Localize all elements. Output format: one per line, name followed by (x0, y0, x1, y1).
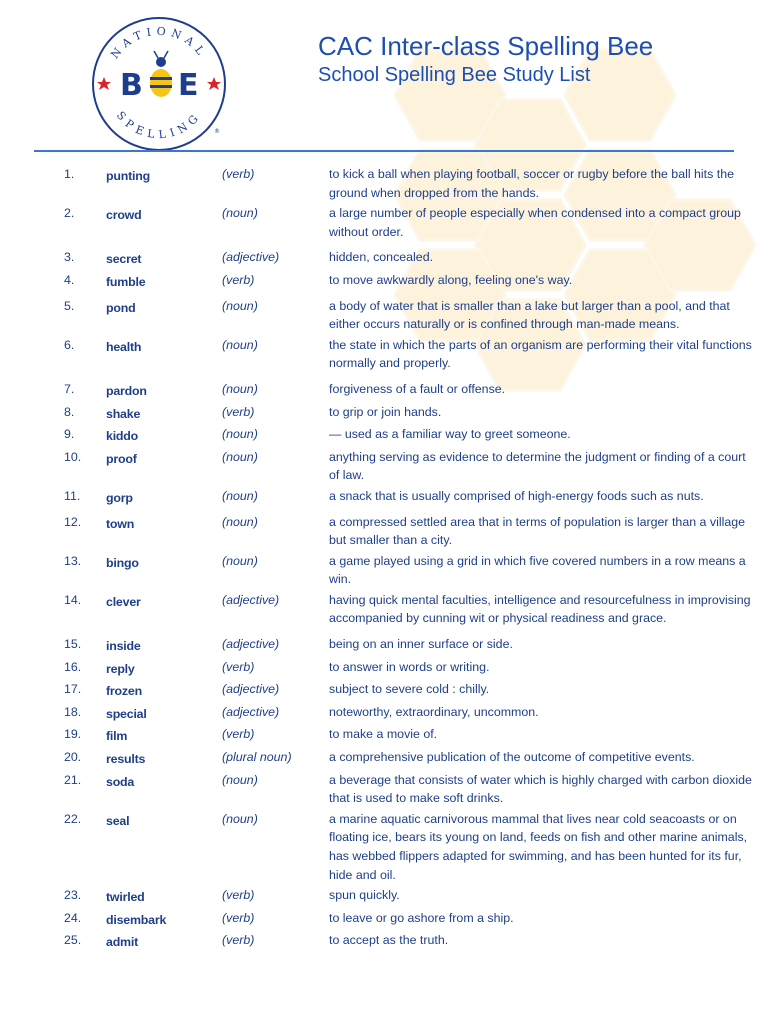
svg-text:SPELLING: SPELLING (113, 108, 205, 142)
word-entry (0, 165, 768, 202)
spelling-word: film (106, 729, 128, 744)
part-of-speech: (verb) (222, 167, 255, 181)
word-definition: being on an inner surface or side. (329, 637, 513, 652)
spelling-word: crowd (106, 208, 142, 223)
spelling-word: admit (106, 935, 139, 950)
word-number: 10. (64, 449, 82, 464)
spelling-word: pardon (106, 383, 147, 398)
part-of-speech: (adjective) (222, 592, 280, 607)
word-entry (0, 886, 768, 905)
part-of-speech: (verb) (222, 888, 255, 903)
spelling-word: punting (106, 169, 151, 183)
svg-text:NATIONAL: NATIONAL (108, 24, 210, 62)
word-definition: a snack that is usually comprised of high-energy foods such as nuts. (329, 488, 704, 503)
spelling-word: inside (106, 639, 141, 654)
word-entry (0, 771, 768, 808)
spelling-word: town (106, 516, 135, 531)
part-of-speech: (adjective) (222, 250, 280, 265)
part-of-speech: (plural noun) (222, 750, 292, 765)
spelling-word: gorp (106, 490, 133, 505)
part-of-speech: (noun) (222, 206, 258, 221)
word-number: 8. (64, 404, 75, 419)
word-number: 4. (64, 272, 75, 287)
word-entry (0, 380, 768, 399)
word-definition: having quick mental faculties, intelligence and resourcefulness in improvising accompanied by cunning wit or physical readiness and grace. (329, 592, 751, 626)
word-definition: forgiveness of a fault or offense. (329, 381, 506, 396)
header (318, 30, 653, 88)
word-entry (0, 725, 768, 744)
word-definition: to accept as the truth. (329, 933, 449, 948)
svg-text:®: ® (214, 128, 220, 135)
spelling-word: proof (106, 451, 137, 466)
word-number: 24. (64, 910, 82, 925)
spelling-word: results (106, 752, 146, 767)
word-entry (0, 748, 768, 767)
word-entry (0, 448, 768, 485)
word-definition: a game played using a grid in which five covered numbers in a row means a win. (329, 553, 746, 587)
word-entry (0, 658, 768, 677)
part-of-speech: (noun) (222, 514, 258, 529)
word-number: 12. (64, 514, 82, 529)
word-definition: to grip or join hands. (329, 404, 442, 419)
page-subtitle: School Spelling Bee Study List (318, 64, 591, 86)
spelling-word: health (106, 339, 142, 354)
part-of-speech: (verb) (222, 727, 255, 742)
word-definition: a beverage that consists of water which is highly charged with carbon dioxide that is used to make soft drinks. (329, 772, 752, 806)
word-definition: anything serving as evidence to determine the judgment or finding of a court of law. (329, 449, 746, 483)
page-title: CAC Inter-class Spelling Bee (318, 31, 654, 61)
svg-text:B: B (120, 68, 143, 103)
word-definition: a body of water that is smaller than a lake but larger than a pool, and that either occurs naturally or is confined through man-made means. (329, 298, 730, 332)
word-entry (0, 635, 768, 654)
spelling-word: fumble (106, 274, 146, 289)
word-number: 1. (64, 167, 75, 181)
word-definition: noteworthy, extraordinary, uncommon. (329, 704, 539, 719)
word-entry (0, 297, 768, 334)
part-of-speech: (noun) (222, 488, 258, 503)
part-of-speech: (noun) (222, 772, 258, 787)
word-number: 20. (64, 750, 82, 765)
part-of-speech: (noun) (222, 298, 258, 313)
word-entry (0, 248, 768, 267)
word-number: 25. (64, 933, 82, 948)
spelling-word: soda (106, 774, 135, 789)
word-definition: a marine aquatic carnivorous mammal that lives near cold seacoasts or on floating ice, bears its young on land, feeds on fish and other marine animals, has webbed flippers adapted for swimming, and has been hunted for its fur, hide and oil. (329, 811, 748, 882)
word-definition: subject to severe cold : chilly. (329, 682, 490, 697)
word-number: 16. (64, 659, 82, 674)
word-entry (0, 552, 768, 589)
spelling-word: bingo (106, 555, 139, 570)
spelling-word: pond (106, 300, 136, 315)
word-definition: to kick a ball when playing football, soccer or rugby before the ball hits the ground when dropped from the hands. (329, 167, 734, 200)
part-of-speech: (verb) (222, 659, 255, 674)
part-of-speech: (noun) (222, 811, 258, 826)
word-number: 13. (64, 553, 82, 568)
word-definition: to leave or go ashore from a ship. (329, 910, 514, 925)
spelling-word: special (106, 706, 147, 721)
word-entry (0, 204, 768, 241)
word-entry (0, 271, 768, 290)
spelling-word: frozen (106, 684, 142, 699)
word-number: 14. (64, 592, 82, 607)
spelling-word: secret (106, 252, 142, 267)
word-entry (0, 513, 768, 550)
word-definition: — used as a familiar way to greet someone. (329, 427, 571, 442)
word-entry (0, 810, 768, 884)
word-definition: the state in which the parts of an organism are performing their vital functions normally and properly. (329, 337, 752, 371)
word-number: 23. (64, 888, 82, 903)
word-number: 5. (64, 298, 75, 313)
word-number: 9. (64, 427, 75, 442)
word-number: 11. (64, 488, 81, 503)
study-word-list (0, 165, 768, 954)
svg-text:E: E (178, 68, 199, 103)
part-of-speech: (noun) (222, 381, 258, 396)
word-definition: spun quickly. (329, 888, 400, 903)
word-definition: to move awkwardly along, feeling one's way. (329, 272, 573, 287)
part-of-speech: (verb) (222, 933, 255, 948)
word-number: 18. (64, 704, 82, 719)
spelling-word: seal (106, 813, 130, 828)
part-of-speech: (verb) (222, 910, 255, 925)
spelling-word: disembark (106, 912, 167, 927)
header-divider (34, 150, 734, 152)
word-definition: a compressed settled area that in terms of population is larger than a village but smaller than a city. (329, 514, 746, 548)
word-definition: to make a movie of. (329, 727, 438, 742)
spelling-word: twirled (106, 890, 145, 905)
spelling-word: kiddo (106, 429, 139, 444)
spelling-word: shake (106, 406, 141, 421)
word-number: 19. (64, 727, 82, 742)
word-number: 17. (64, 682, 82, 697)
word-definition: a large number of people especially when condensed into a compact group without order. (329, 206, 741, 239)
word-entry (0, 909, 768, 928)
part-of-speech: (verb) (222, 272, 255, 287)
part-of-speech: (verb) (222, 404, 255, 419)
word-definition: a comprehensive publication of the outcome of competitive events. (329, 750, 695, 765)
word-entry (0, 680, 768, 699)
word-definition: hidden, concealed. (329, 250, 434, 265)
word-number: 2. (64, 206, 75, 221)
part-of-speech: (noun) (222, 553, 258, 568)
part-of-speech: (noun) (222, 449, 258, 464)
word-number: 15. (64, 637, 82, 652)
word-entry (0, 703, 768, 722)
word-entry (0, 403, 768, 422)
national-spelling-bee-logo (90, 15, 228, 153)
word-entry (0, 931, 768, 950)
word-number: 3. (64, 250, 75, 265)
part-of-speech: (noun) (222, 427, 258, 442)
word-number: 6. (64, 337, 75, 352)
spelling-word: reply (106, 661, 135, 676)
word-number: 22. (64, 811, 82, 826)
word-definition: to answer in words or writing. (329, 659, 490, 674)
word-number: 21. (64, 772, 82, 787)
part-of-speech: (adjective) (222, 637, 280, 652)
word-entry (0, 487, 768, 506)
word-entry (0, 425, 768, 444)
part-of-speech: (adjective) (222, 682, 280, 697)
spelling-word: clever (106, 594, 141, 609)
part-of-speech: (adjective) (222, 704, 280, 719)
part-of-speech: (noun) (222, 337, 258, 352)
word-number: 7. (64, 381, 75, 396)
word-entry (0, 336, 768, 373)
word-entry (0, 591, 768, 628)
